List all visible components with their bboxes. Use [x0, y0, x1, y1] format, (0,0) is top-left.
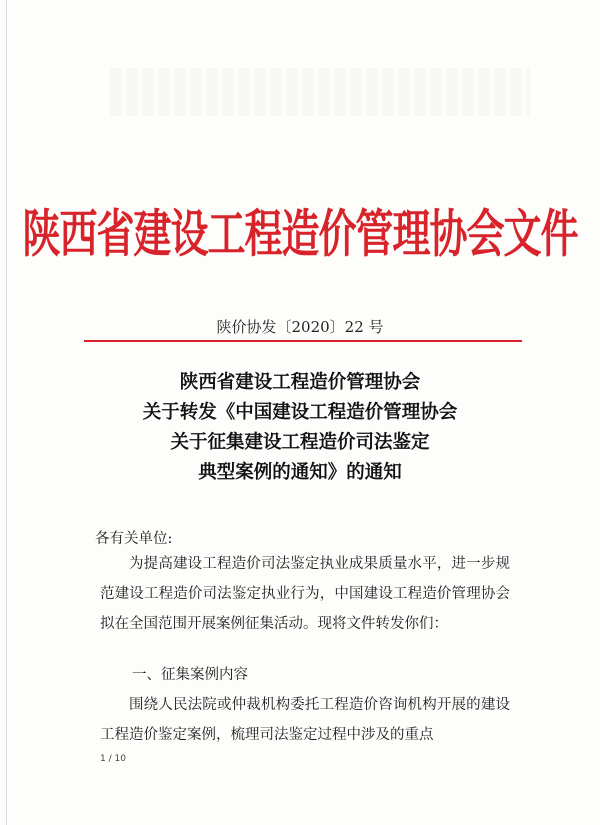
red-divider-line: [84, 340, 522, 342]
section-heading-1: 一、征集案例内容: [132, 667, 248, 683]
document-number: 陕价协发〔2020〕22 号: [216, 318, 384, 336]
notice-title-line-4: 典型案例的通知》的通知: [198, 462, 402, 483]
page-indicator: 1 / 10: [100, 754, 126, 764]
notice-title-line-2: 关于转发《中国建设工程造价管理协会: [142, 402, 458, 423]
notice-title: [0, 368, 600, 488]
salutation: 各有关单位:: [95, 531, 173, 547]
bleed-through-texture: [110, 68, 530, 116]
body-paragraph-1: 为提高建设工程造价司法鉴定执业成果质量水平，进一步规范建设工程造价司法鉴定执业行为，中国建设工程造价管理协会拟在全国范围开展案例征集活动。现将文件转发你们：: [100, 556, 510, 632]
notice-title-line-1: 陕西省建设工程造价管理协会: [179, 372, 421, 393]
notice-title-line-3: 关于征集建设工程造价司法鉴定: [170, 432, 430, 453]
body-paragraph-2: 围绕人民法院或仲裁机构委托工程造价咨询机构开展的建设工程造价鉴定案例，梳理司法鉴定过程中涉及的重点: [100, 697, 510, 743]
document-header-title: 陕西省建设工程造价管理协会文件: [22, 204, 578, 264]
